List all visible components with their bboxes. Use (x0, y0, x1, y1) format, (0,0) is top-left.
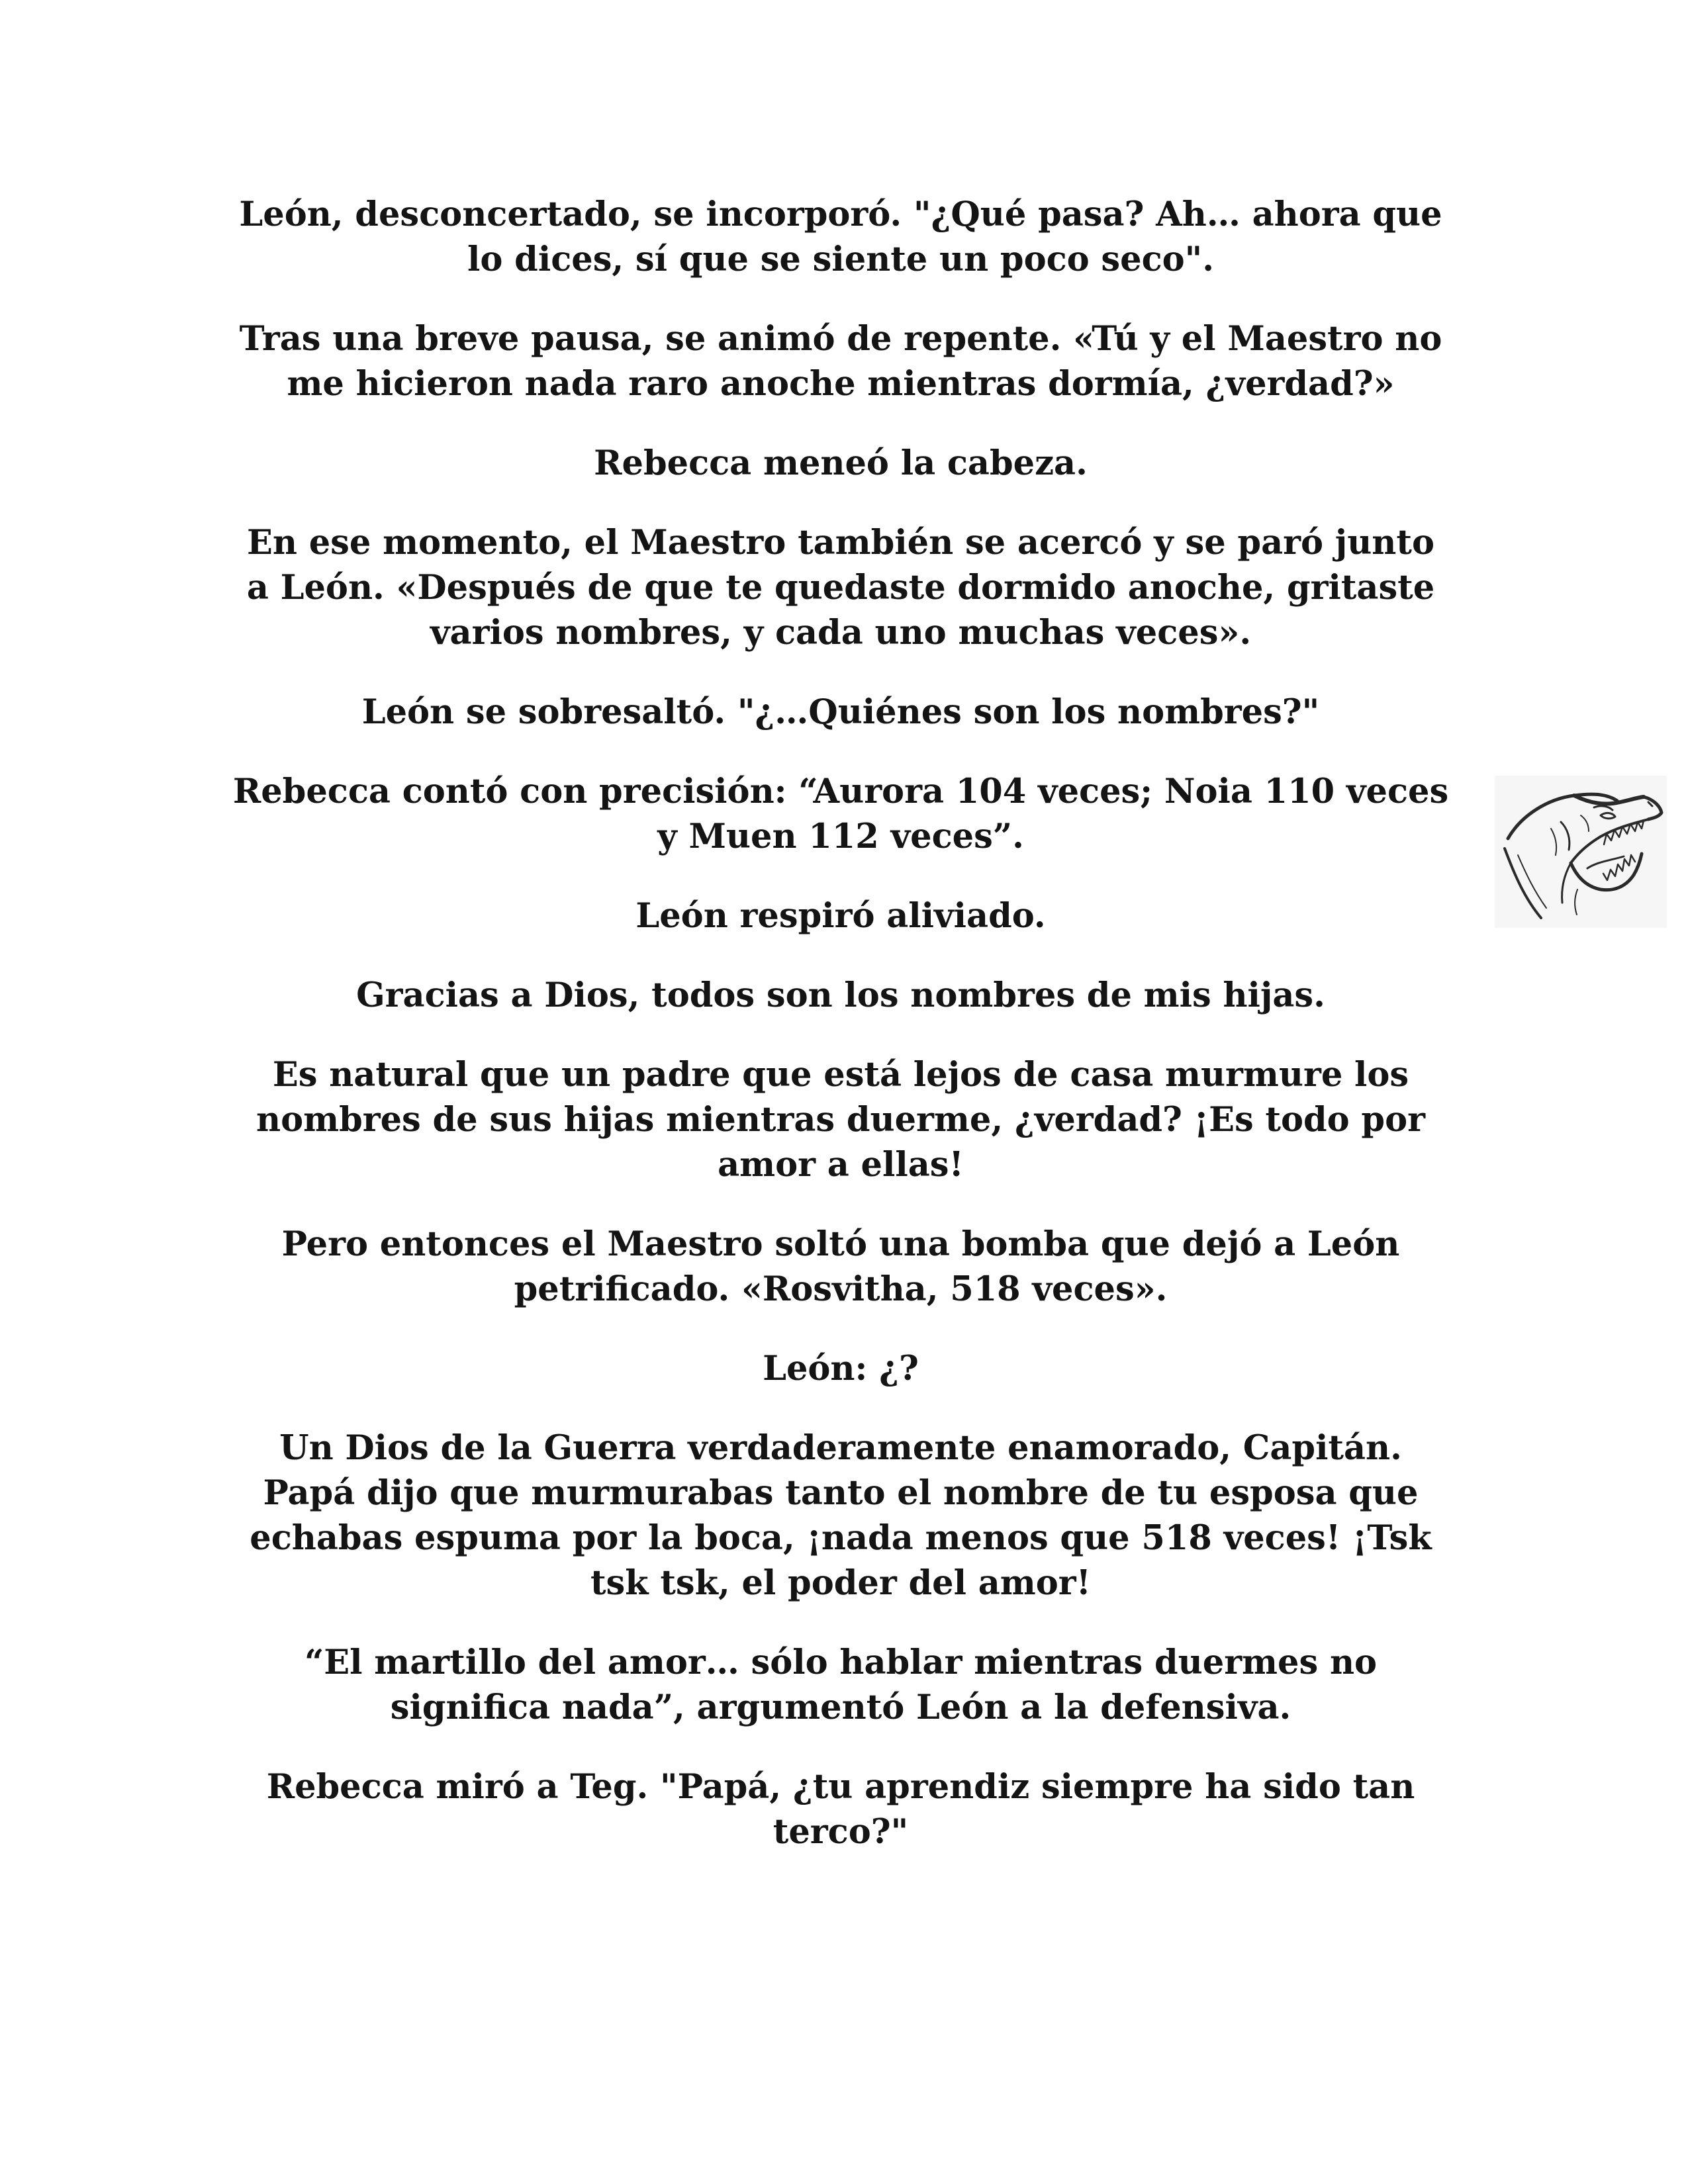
paragraph-6: Rebecca contó con precisión: “Aurora 104 veces; Noia 110 veces y Muen 112 veces”. (232, 772, 1449, 856)
paragraph-4: En ese momento, el Maestro también se acercó y se paró junto a León. «Después de que te quedaste dormido anoche, gritaste varios nombres, y cada uno muchas veces». (246, 523, 1435, 653)
paragraph-3: Rebecca meneó la cabeza. (594, 443, 1088, 483)
paragraph-1: León, desconcertado, se incorporó. "¿Qué pasa? Ah… ahora que lo dices, sí que se siente un poco seco". (239, 195, 1442, 279)
paragraph-9: Es natural que un padre que está lejos de casa murmure los nombres de sus hijas mientras duerme, ¿verdad? ¡Es todo por amor a ellas! (256, 1055, 1425, 1185)
paragraph-5: León se sobresaltó. "¿…Quiénes son los nombres?" (361, 692, 1320, 732)
paragraph-12: Un Dios de la Guerra verdaderamente enamorado, Capitán. Papá dijo que murmurabas tanto el nombre de tu esposa que echabas espuma por la boca, ¡nada menos que 518 veces! ¡Tsk tsk tsk, el poder del amor! (250, 1428, 1432, 1603)
story-text (232, 192, 1450, 1889)
paragraph-7: León respiró aliviado. (635, 896, 1046, 936)
paragraph-2: Tras una breve pausa, se animó de repente. «Tú y el Maestro no me hicieron nada raro anoche mientras dormía, ¿verdad?» (239, 319, 1442, 404)
paragraph-11: León: ¿? (763, 1349, 919, 1388)
paragraph-13: “El martillo del amor… sólo hablar mientras duermes no significa nada”, argumentó León a la defensiva. (304, 1643, 1378, 1727)
paragraph-14: Rebecca miró a Teg. "Papá, ¿tu aprendiz siempre ha sido tan terco?" (266, 1767, 1415, 1852)
dragon-head-sketch-icon (1495, 776, 1667, 928)
paragraph-10: Pero entonces el Maestro soltó una bomba que dejó a León petrificado. «Rosvitha, 518 veces». (281, 1224, 1400, 1309)
paragraph-8: Gracias a Dios, todos son los nombres de mis hijas. (356, 976, 1325, 1015)
